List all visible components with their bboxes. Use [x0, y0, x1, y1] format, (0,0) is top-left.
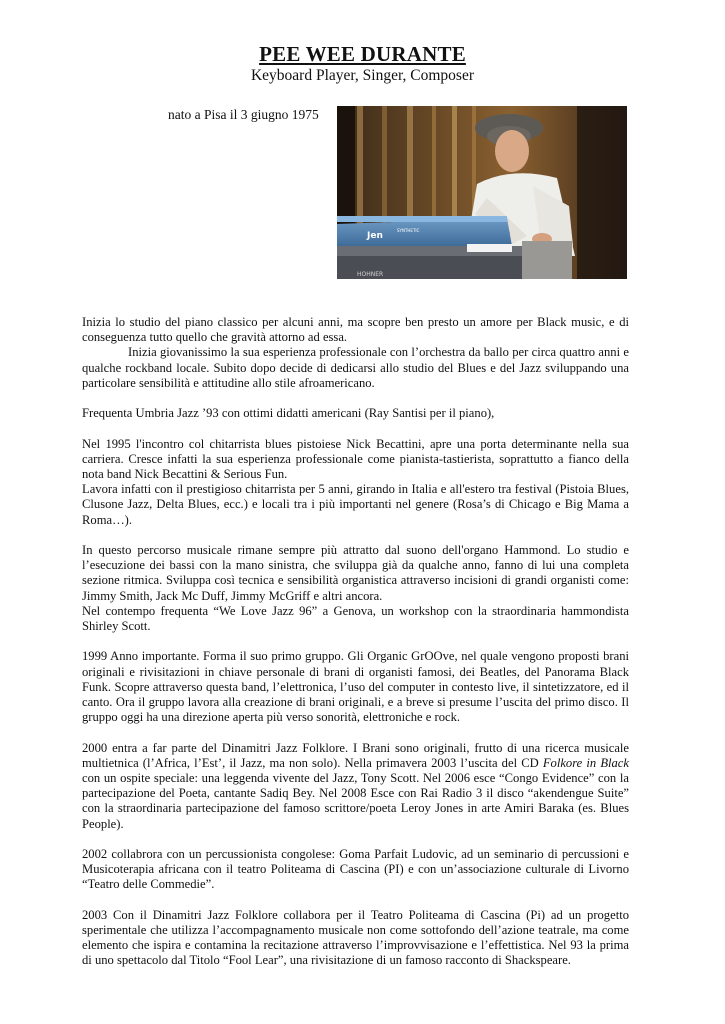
- musician-at-keyboard-photo: [337, 106, 627, 279]
- album-title: Folkore in Black: [542, 755, 629, 770]
- paragraph-2000: [82, 741, 629, 832]
- paragraph-hammond: [82, 543, 629, 634]
- keyboard-brand: Jen: [367, 231, 383, 241]
- biography-body: [82, 315, 629, 984]
- keyboard-model: SYNTHETIC: [397, 228, 420, 233]
- paragraph-text: Nel 1995 l'incontro col chitarrista blues pistoiese Nick Becattini, apre una porta determinante nella sua carriera. Cresce infatti la sua esperienza professionale come pianista-tastierista, soprattutto a fianco della nota band Nick Becattini & Serious Fun.: [82, 436, 629, 481]
- paragraph-text: Nel contempo frequenta “We Love Jazz 96” a Genova, un workshop con la straordinaria hammondista Shirley Scott.: [82, 603, 629, 634]
- paragraph-intro: [82, 315, 629, 391]
- musician-photo: [337, 106, 627, 279]
- paragraph-2003: 2003 Con il Dinamitri Jazz Folklore collabora per il Teatro Politeama di Cascina (Pi) ad un progetto sperimentale che utilizza l’accompagnamento musicale non come sottofondo dell’azione teatrale, ma come elemento che ispira e contamina la recitazione attraverso l’improvvisazione e l’effettistica. Nel 93 la prima di uno spettacolo dal Titolo “Fool Lear”, una rivisitazione di un famoso racconto di Shackspeare.: [82, 907, 629, 968]
- paragraph-text: Lavora infatti con il prestigioso chitarrista per 5 anni, girando in Italia e all'estero tra festival (Pistoia Blues, Clusone Jazz, Delta Blues, ecc.) e locali tra i più importanti nel genere (Rosa’s di Chicago e Big Mama a Roma…).: [82, 482, 629, 527]
- paragraph-1999: 1999 Anno importante. Forma il suo primo gruppo. Gli Organic GrOOve, nel quale vengono proposti brani originali e rivisitazioni in chiave personale di brani di organisti famosi, dei Beatles, del Panorama Black Funk. Scopre attraverso questa band, l’elettronica, l’uso del computer in contesto live, il sintetizzatore, ed il canto. Ora il gruppo lavora alla creazione di brani originali, e a breve si presume l’uscita del primo disco. Il gruppo oggi ha una direzione aperta più verso sonorità, elettroniche e rock.: [82, 649, 629, 725]
- paragraph-1995: [82, 437, 629, 528]
- page-title: PEE WEE DURANTE: [259, 42, 466, 66]
- keyboard-logo: HOHNER: [357, 271, 384, 278]
- birth-info: nato a Pisa il 3 giugno 1975: [168, 107, 319, 122]
- page-subtitle: Keyboard Player, Singer, Composer: [250, 67, 475, 84]
- paragraph-text-indented: Inizia giovanissimo la sua esperienza professionale con l’orchestra da ballo per circa quattro anni e qualche rockband locale. Subito dopo decide di dedicarsi allo studio del Blues e del Jazz sviluppando una particolare sensibilità e attitudine allo stile afroamericano.: [82, 345, 629, 390]
- paragraph-text: Inizia lo studio del piano classico per alcuni anni, ma scopre ben presto un amore per Black music, e di conseguenza tutto quello che gravità attorno ad essa.: [82, 315, 629, 345]
- paragraph-text: In questo percorso musicale rimane sempre più attratto dal suono dell'organo Hammond. Lo studio e l’esecuzione dei bassi con la mano sinistra, che sviluppa già da qualche anno, fanno di lui una completa sezione ritmica. Sviluppa così tecnica e sensibilità organistica attraverso incisioni di grandi organisti come: Jimmy Smith, Jack Mc Duff, Jimmy McGriff e altri ancora.: [82, 543, 629, 603]
- paragraph-umbria: Frequenta Umbria Jazz ’93 con ottimi didatti americani (Ray Santisi per il piano),: [82, 406, 495, 421]
- paragraph-2002: 2002 collabrora con un percussionista congolese: Goma Parfait Ludovic, ad un seminario di percussioni e Musicoterapia africana con il teatro Politeama di Cascina (PI) e con un’associazione culturale di Livorno “Teatro delle Commedie”.: [82, 847, 629, 892]
- paragraph-text: 2000 entra a far parte del Dinamitri Jazz Folklore. I Brani sono originali, frutto di una ricerca musicale multietnica (l’Africa, l’Est’, il Jazz, ma non solo). Nella primavera 2003 l’uscita del CD: [82, 740, 629, 770]
- paragraph-text: con un ospite speciale: una leggenda vivente del Jazz, Tony Scott. Nel 2006 esce “Congo Evidence” con la partecipazione del Poeta, cantante Sadiq Bey. Nel 2008 Esce con Rai Radio 3 il disco “akendengue Suite” con la straordinaria partecipazione del famoso scrittore/poeta Leroy Jones in arte Amiri Baraka (es. Blues People).: [82, 771, 629, 831]
